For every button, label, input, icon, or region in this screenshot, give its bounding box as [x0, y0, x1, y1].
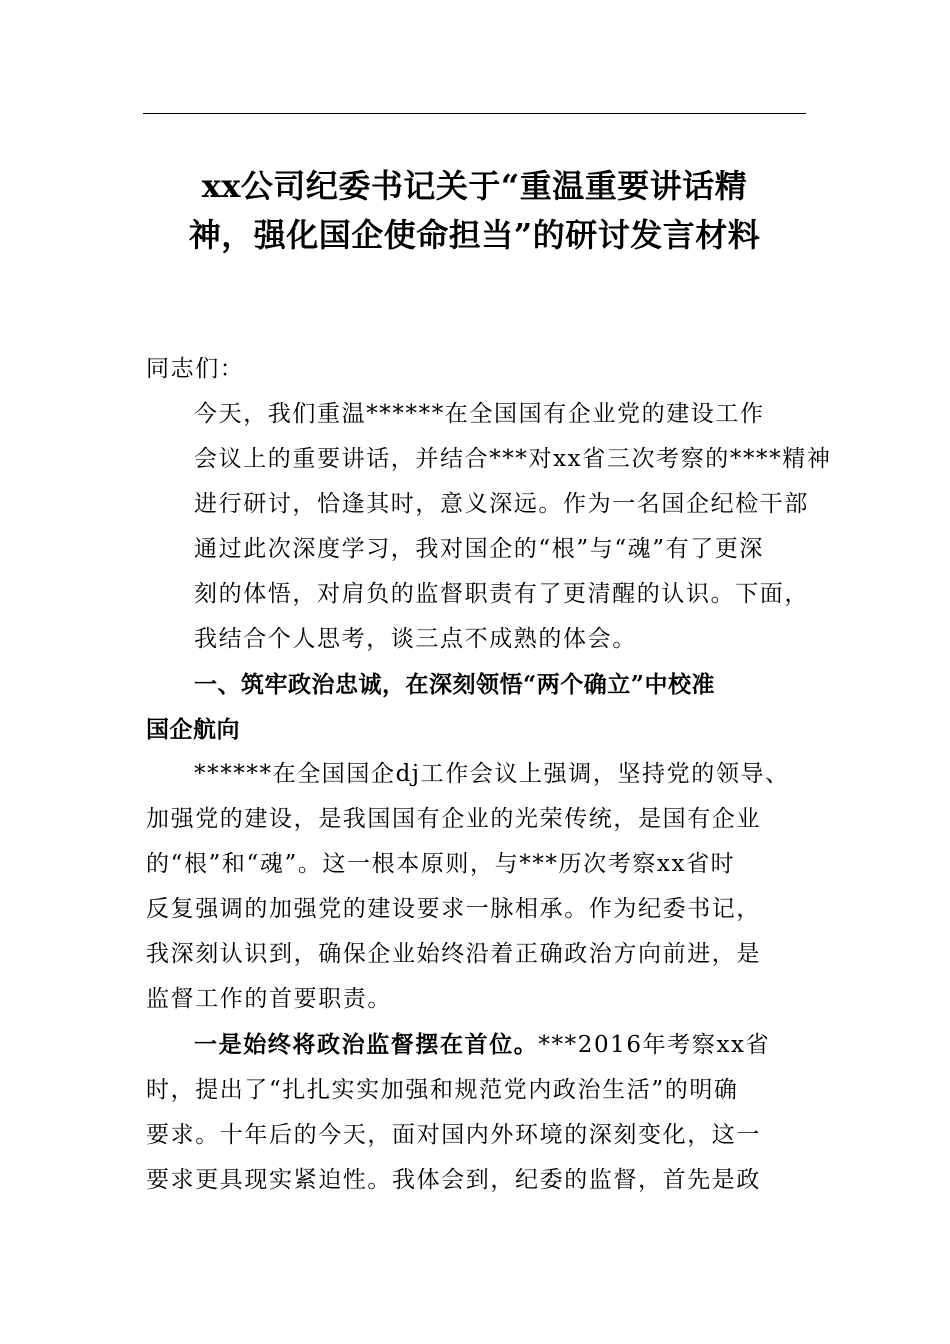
section-heading-1: [146, 662, 806, 752]
text-line: 的“根”和“魂”。这一根本原则，与***历次考察xx省时: [146, 851, 736, 877]
text-line: 时，提出了“扎扎实实加强和规范党内政治生活”的明确: [146, 1077, 739, 1103]
lead-rest: ***2016年考察xx省: [538, 1032, 771, 1058]
text-line: 会议上的重要讲话，并结合***对xx省三次考察的****精神: [194, 446, 832, 472]
title-line-2: 神，强化国企使命担当”的研讨发言材料: [188, 216, 761, 254]
text-line: 要求更具现实紧迫性。我体会到，纪委的监督，首先是政: [146, 1167, 761, 1193]
text-line-first: [146, 1022, 806, 1068]
paragraph-intro: [146, 392, 832, 662]
text-line: 刻的体悟，对肩负的监督职责有了更清醒的认识。下面，: [194, 581, 809, 607]
document-title: [143, 162, 806, 260]
text-line: 反复强调的加强党的建设要求一脉相承。作为纪委书记，: [146, 896, 761, 922]
text-line: ******在全国国企dj工作会议上强调，坚持党的领导、: [194, 761, 790, 787]
text-line: 通过此次深度学习，我对国企的“根”与“魂”有了更深: [194, 536, 765, 562]
text-line: 进行研讨，恰逢其时，意义深远。作为一名国企纪检干部: [194, 491, 809, 517]
header-rule: [143, 113, 806, 114]
text-line: 监督工作的首要职责。: [146, 986, 392, 1012]
salutation: 同志们：: [146, 356, 245, 382]
heading-line: 一、筑牢政治忠诚，在深刻领悟“两个确立”中校准: [194, 671, 715, 698]
text-line: 我结合个人思考，谈三点不成熟的体会。: [194, 626, 637, 652]
text-line: 我深刻认识到，确保企业始终沿着正确政治方向前进，是: [146, 941, 761, 967]
text-line: 要求。十年后的今天，面对国内外环境的深刻变化，这一: [146, 1122, 761, 1148]
title-line-1: xx公司纪委书记关于“重温重要讲话精: [201, 167, 748, 205]
heading-line: 国企航向: [146, 716, 240, 743]
document-body: [146, 347, 832, 1203]
text-line: 加强党的建设，是我国国有企业的光荣传统，是国有企业: [146, 806, 761, 832]
lead-sentence: 一是始终将政治监督摆在首位。: [194, 1031, 539, 1058]
paragraph-2: [146, 1022, 806, 1203]
paragraph-1: [146, 752, 806, 1022]
text-line: 今天，我们重温******在全国国有企业党的建设工作: [194, 401, 765, 427]
